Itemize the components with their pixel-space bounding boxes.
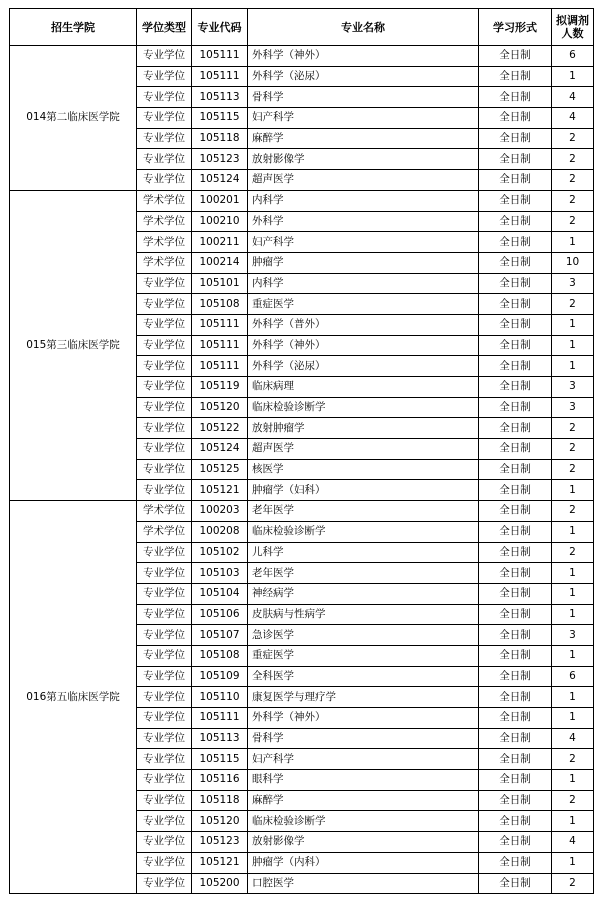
study-mode-cell: 全日制 xyxy=(479,521,552,542)
study-mode-cell: 全日制 xyxy=(479,811,552,832)
quota-count-cell: 2 xyxy=(552,190,594,211)
major-name-cell: 老年医学 xyxy=(248,501,479,522)
header-code: 专业代码 xyxy=(192,9,248,46)
college-cell: 014第二临床医学院 xyxy=(10,46,137,191)
degree-type-cell: 专业学位 xyxy=(137,666,192,687)
quota-count-cell: 6 xyxy=(552,46,594,67)
major-name-cell: 妇产科学 xyxy=(248,108,479,129)
quota-count-cell: 1 xyxy=(552,770,594,791)
major-name-cell: 老年医学 xyxy=(248,563,479,584)
quota-count-cell: 2 xyxy=(552,294,594,315)
study-mode-cell: 全日制 xyxy=(479,645,552,666)
degree-type-cell: 学术学位 xyxy=(137,232,192,253)
major-name-cell: 重症医学 xyxy=(248,294,479,315)
major-code-cell: 105122 xyxy=(192,418,248,439)
degree-type-cell: 专业学位 xyxy=(137,542,192,563)
major-name-cell: 康复医学与理疗学 xyxy=(248,687,479,708)
quota-count-cell: 2 xyxy=(552,749,594,770)
major-name-cell: 外科学（神外） xyxy=(248,708,479,729)
table-row xyxy=(10,501,594,522)
quota-count-cell: 4 xyxy=(552,728,594,749)
quota-count-cell: 2 xyxy=(552,439,594,460)
degree-type-cell: 专业学位 xyxy=(137,170,192,191)
study-mode-cell: 全日制 xyxy=(479,128,552,149)
quota-count-cell: 3 xyxy=(552,625,594,646)
major-name-cell: 肿瘤学（内科） xyxy=(248,852,479,873)
study-mode-cell: 全日制 xyxy=(479,190,552,211)
degree-type-cell: 专业学位 xyxy=(137,273,192,294)
major-code-cell: 105118 xyxy=(192,790,248,811)
study-mode-cell: 全日制 xyxy=(479,501,552,522)
table-row xyxy=(10,46,594,67)
study-mode-cell: 全日制 xyxy=(479,832,552,853)
quota-count-cell: 1 xyxy=(552,314,594,335)
quota-count-cell: 1 xyxy=(552,852,594,873)
major-code-cell: 105121 xyxy=(192,480,248,501)
study-mode-cell: 全日制 xyxy=(479,273,552,294)
study-mode-cell: 全日制 xyxy=(479,666,552,687)
major-name-cell: 肿瘤学 xyxy=(248,252,479,273)
quota-count-cell: 2 xyxy=(552,501,594,522)
degree-type-cell: 专业学位 xyxy=(137,832,192,853)
admissions-table-sheet xyxy=(9,8,593,894)
major-name-cell: 全科医学 xyxy=(248,666,479,687)
major-code-cell: 100208 xyxy=(192,521,248,542)
quota-count-cell: 4 xyxy=(552,108,594,129)
degree-type-cell: 专业学位 xyxy=(137,397,192,418)
quota-count-cell: 1 xyxy=(552,66,594,87)
degree-type-cell: 专业学位 xyxy=(137,604,192,625)
study-mode-cell: 全日制 xyxy=(479,252,552,273)
quota-count-cell: 6 xyxy=(552,666,594,687)
study-mode-cell: 全日制 xyxy=(479,708,552,729)
study-mode-cell: 全日制 xyxy=(479,211,552,232)
study-mode-cell: 全日制 xyxy=(479,87,552,108)
study-mode-cell: 全日制 xyxy=(479,563,552,584)
degree-type-cell: 专业学位 xyxy=(137,645,192,666)
major-name-cell: 骨科学 xyxy=(248,728,479,749)
study-mode-cell: 全日制 xyxy=(479,314,552,335)
major-code-cell: 105103 xyxy=(192,563,248,584)
degree-type-cell: 学术学位 xyxy=(137,521,192,542)
quota-count-cell: 2 xyxy=(552,128,594,149)
degree-type-cell: 专业学位 xyxy=(137,790,192,811)
study-mode-cell: 全日制 xyxy=(479,294,552,315)
study-mode-cell: 全日制 xyxy=(479,232,552,253)
major-name-cell: 外科学 xyxy=(248,211,479,232)
major-code-cell: 105111 xyxy=(192,708,248,729)
degree-type-cell: 专业学位 xyxy=(137,294,192,315)
major-name-cell: 神经病学 xyxy=(248,583,479,604)
study-mode-cell: 全日制 xyxy=(479,770,552,791)
major-code-cell: 105123 xyxy=(192,832,248,853)
quota-count-cell: 2 xyxy=(552,459,594,480)
major-name-cell: 外科学（神外） xyxy=(248,335,479,356)
degree-type-cell: 专业学位 xyxy=(137,459,192,480)
major-name-cell: 重症医学 xyxy=(248,645,479,666)
header-quota-line1: 拟调剂 xyxy=(556,14,589,27)
degree-type-cell: 专业学位 xyxy=(137,314,192,335)
major-code-cell: 105115 xyxy=(192,749,248,770)
major-name-cell: 临床检验诊断学 xyxy=(248,397,479,418)
major-name-cell: 儿科学 xyxy=(248,542,479,563)
major-code-cell: 105108 xyxy=(192,294,248,315)
quota-count-cell: 2 xyxy=(552,542,594,563)
quota-count-cell: 1 xyxy=(552,356,594,377)
major-name-cell: 骨科学 xyxy=(248,87,479,108)
major-name-cell: 放射影像学 xyxy=(248,149,479,170)
major-name-cell: 超声医学 xyxy=(248,170,479,191)
header-row xyxy=(10,9,594,46)
quota-count-cell: 1 xyxy=(552,604,594,625)
major-code-cell: 105119 xyxy=(192,377,248,398)
quota-count-cell: 3 xyxy=(552,273,594,294)
major-code-cell: 105111 xyxy=(192,66,248,87)
table-header xyxy=(10,9,594,46)
table-row xyxy=(10,190,594,211)
quota-count-cell: 1 xyxy=(552,563,594,584)
major-name-cell: 放射肿瘤学 xyxy=(248,418,479,439)
degree-type-cell: 专业学位 xyxy=(137,770,192,791)
study-mode-cell: 全日制 xyxy=(479,604,552,625)
degree-type-cell: 专业学位 xyxy=(137,439,192,460)
major-name-cell: 超声医学 xyxy=(248,439,479,460)
major-name-cell: 临床病理 xyxy=(248,377,479,398)
quota-count-cell: 2 xyxy=(552,790,594,811)
degree-type-cell: 专业学位 xyxy=(137,377,192,398)
degree-type-cell: 学术学位 xyxy=(137,190,192,211)
quota-count-cell: 2 xyxy=(552,873,594,894)
study-mode-cell: 全日制 xyxy=(479,66,552,87)
major-code-cell: 105104 xyxy=(192,583,248,604)
study-mode-cell: 全日制 xyxy=(479,46,552,67)
major-code-cell: 105107 xyxy=(192,625,248,646)
quota-count-cell: 1 xyxy=(552,583,594,604)
table-body xyxy=(10,46,594,894)
major-code-cell: 105102 xyxy=(192,542,248,563)
quota-count-cell: 1 xyxy=(552,521,594,542)
major-code-cell: 105109 xyxy=(192,666,248,687)
major-code-cell: 105120 xyxy=(192,811,248,832)
quota-count-cell: 3 xyxy=(552,377,594,398)
study-mode-cell: 全日制 xyxy=(479,749,552,770)
header-study-mode: 学习形式 xyxy=(479,9,552,46)
quota-count-cell: 3 xyxy=(552,397,594,418)
study-mode-cell: 全日制 xyxy=(479,418,552,439)
study-mode-cell: 全日制 xyxy=(479,356,552,377)
degree-type-cell: 专业学位 xyxy=(137,852,192,873)
major-code-cell: 105108 xyxy=(192,645,248,666)
degree-type-cell: 专业学位 xyxy=(137,418,192,439)
study-mode-cell: 全日制 xyxy=(479,687,552,708)
degree-type-cell: 专业学位 xyxy=(137,625,192,646)
degree-type-cell: 专业学位 xyxy=(137,811,192,832)
major-code-cell: 100201 xyxy=(192,190,248,211)
degree-type-cell: 学术学位 xyxy=(137,211,192,232)
major-name-cell: 妇产科学 xyxy=(248,232,479,253)
degree-type-cell: 专业学位 xyxy=(137,873,192,894)
college-cell: 016第五临床医学院 xyxy=(10,501,137,894)
study-mode-cell: 全日制 xyxy=(479,149,552,170)
major-code-cell: 105111 xyxy=(192,356,248,377)
study-mode-cell: 全日制 xyxy=(479,852,552,873)
quota-count-cell: 1 xyxy=(552,811,594,832)
major-name-cell: 放射影像学 xyxy=(248,832,479,853)
major-code-cell: 105200 xyxy=(192,873,248,894)
major-name-cell: 外科学（泌尿） xyxy=(248,356,479,377)
major-code-cell: 105124 xyxy=(192,439,248,460)
study-mode-cell: 全日制 xyxy=(479,625,552,646)
degree-type-cell: 专业学位 xyxy=(137,749,192,770)
major-code-cell: 105113 xyxy=(192,728,248,749)
header-quota xyxy=(552,9,594,46)
major-name-cell: 内科学 xyxy=(248,273,479,294)
college-cell: 015第三临床医学院 xyxy=(10,190,137,500)
degree-type-cell: 专业学位 xyxy=(137,687,192,708)
quota-count-cell: 2 xyxy=(552,211,594,232)
major-name-cell: 麻醉学 xyxy=(248,128,479,149)
major-code-cell: 105121 xyxy=(192,852,248,873)
study-mode-cell: 全日制 xyxy=(479,459,552,480)
degree-type-cell: 专业学位 xyxy=(137,66,192,87)
degree-type-cell: 专业学位 xyxy=(137,708,192,729)
major-name-cell: 妇产科学 xyxy=(248,749,479,770)
degree-type-cell: 专业学位 xyxy=(137,563,192,584)
major-code-cell: 105124 xyxy=(192,170,248,191)
quota-count-cell: 1 xyxy=(552,687,594,708)
quota-count-cell: 1 xyxy=(552,645,594,666)
major-name-cell: 肿瘤学（妇科） xyxy=(248,480,479,501)
major-code-cell: 105123 xyxy=(192,149,248,170)
major-name-cell: 核医学 xyxy=(248,459,479,480)
major-code-cell: 100203 xyxy=(192,501,248,522)
header-college: 招生学院 xyxy=(10,9,137,46)
adjustment-quota-table xyxy=(9,8,594,894)
major-name-cell: 口腔医学 xyxy=(248,873,479,894)
study-mode-cell: 全日制 xyxy=(479,542,552,563)
degree-type-cell: 专业学位 xyxy=(137,728,192,749)
header-quota-line2: 人数 xyxy=(561,27,584,40)
major-name-cell: 眼科学 xyxy=(248,770,479,791)
degree-type-cell: 专业学位 xyxy=(137,335,192,356)
quota-count-cell: 1 xyxy=(552,232,594,253)
quota-count-cell: 2 xyxy=(552,149,594,170)
major-name-cell: 皮肤病与性病学 xyxy=(248,604,479,625)
major-code-cell: 105118 xyxy=(192,128,248,149)
quota-count-cell: 2 xyxy=(552,170,594,191)
major-name-cell: 临床检验诊断学 xyxy=(248,521,479,542)
degree-type-cell: 学术学位 xyxy=(137,252,192,273)
study-mode-cell: 全日制 xyxy=(479,873,552,894)
quota-count-cell: 10 xyxy=(552,252,594,273)
degree-type-cell: 专业学位 xyxy=(137,149,192,170)
study-mode-cell: 全日制 xyxy=(479,108,552,129)
major-code-cell: 105116 xyxy=(192,770,248,791)
header-degree-type: 学位类型 xyxy=(137,9,192,46)
degree-type-cell: 专业学位 xyxy=(137,108,192,129)
study-mode-cell: 全日制 xyxy=(479,335,552,356)
study-mode-cell: 全日制 xyxy=(479,728,552,749)
study-mode-cell: 全日制 xyxy=(479,439,552,460)
major-code-cell: 105106 xyxy=(192,604,248,625)
study-mode-cell: 全日制 xyxy=(479,397,552,418)
major-name-cell: 外科学（普外） xyxy=(248,314,479,335)
header-major-name: 专业名称 xyxy=(248,9,479,46)
major-code-cell: 105115 xyxy=(192,108,248,129)
quota-count-cell: 1 xyxy=(552,480,594,501)
study-mode-cell: 全日制 xyxy=(479,480,552,501)
major-code-cell: 105113 xyxy=(192,87,248,108)
major-code-cell: 105111 xyxy=(192,46,248,67)
study-mode-cell: 全日制 xyxy=(479,583,552,604)
study-mode-cell: 全日制 xyxy=(479,790,552,811)
major-code-cell: 100214 xyxy=(192,252,248,273)
major-name-cell: 外科学（神外） xyxy=(248,46,479,67)
quota-count-cell: 1 xyxy=(552,708,594,729)
major-code-cell: 105101 xyxy=(192,273,248,294)
degree-type-cell: 专业学位 xyxy=(137,356,192,377)
degree-type-cell: 专业学位 xyxy=(137,480,192,501)
major-code-cell: 105110 xyxy=(192,687,248,708)
degree-type-cell: 学术学位 xyxy=(137,501,192,522)
quota-count-cell: 1 xyxy=(552,335,594,356)
major-code-cell: 100211 xyxy=(192,232,248,253)
degree-type-cell: 专业学位 xyxy=(137,87,192,108)
quota-count-cell: 4 xyxy=(552,832,594,853)
quota-count-cell: 4 xyxy=(552,87,594,108)
major-name-cell: 麻醉学 xyxy=(248,790,479,811)
degree-type-cell: 专业学位 xyxy=(137,46,192,67)
quota-count-cell: 2 xyxy=(552,418,594,439)
major-code-cell: 105125 xyxy=(192,459,248,480)
major-name-cell: 内科学 xyxy=(248,190,479,211)
major-name-cell: 外科学（泌尿） xyxy=(248,66,479,87)
major-code-cell: 105111 xyxy=(192,314,248,335)
major-code-cell: 105120 xyxy=(192,397,248,418)
degree-type-cell: 专业学位 xyxy=(137,583,192,604)
degree-type-cell: 专业学位 xyxy=(137,128,192,149)
major-code-cell: 105111 xyxy=(192,335,248,356)
major-name-cell: 临床检验诊断学 xyxy=(248,811,479,832)
study-mode-cell: 全日制 xyxy=(479,170,552,191)
study-mode-cell: 全日制 xyxy=(479,377,552,398)
major-code-cell: 100210 xyxy=(192,211,248,232)
major-name-cell: 急诊医学 xyxy=(248,625,479,646)
